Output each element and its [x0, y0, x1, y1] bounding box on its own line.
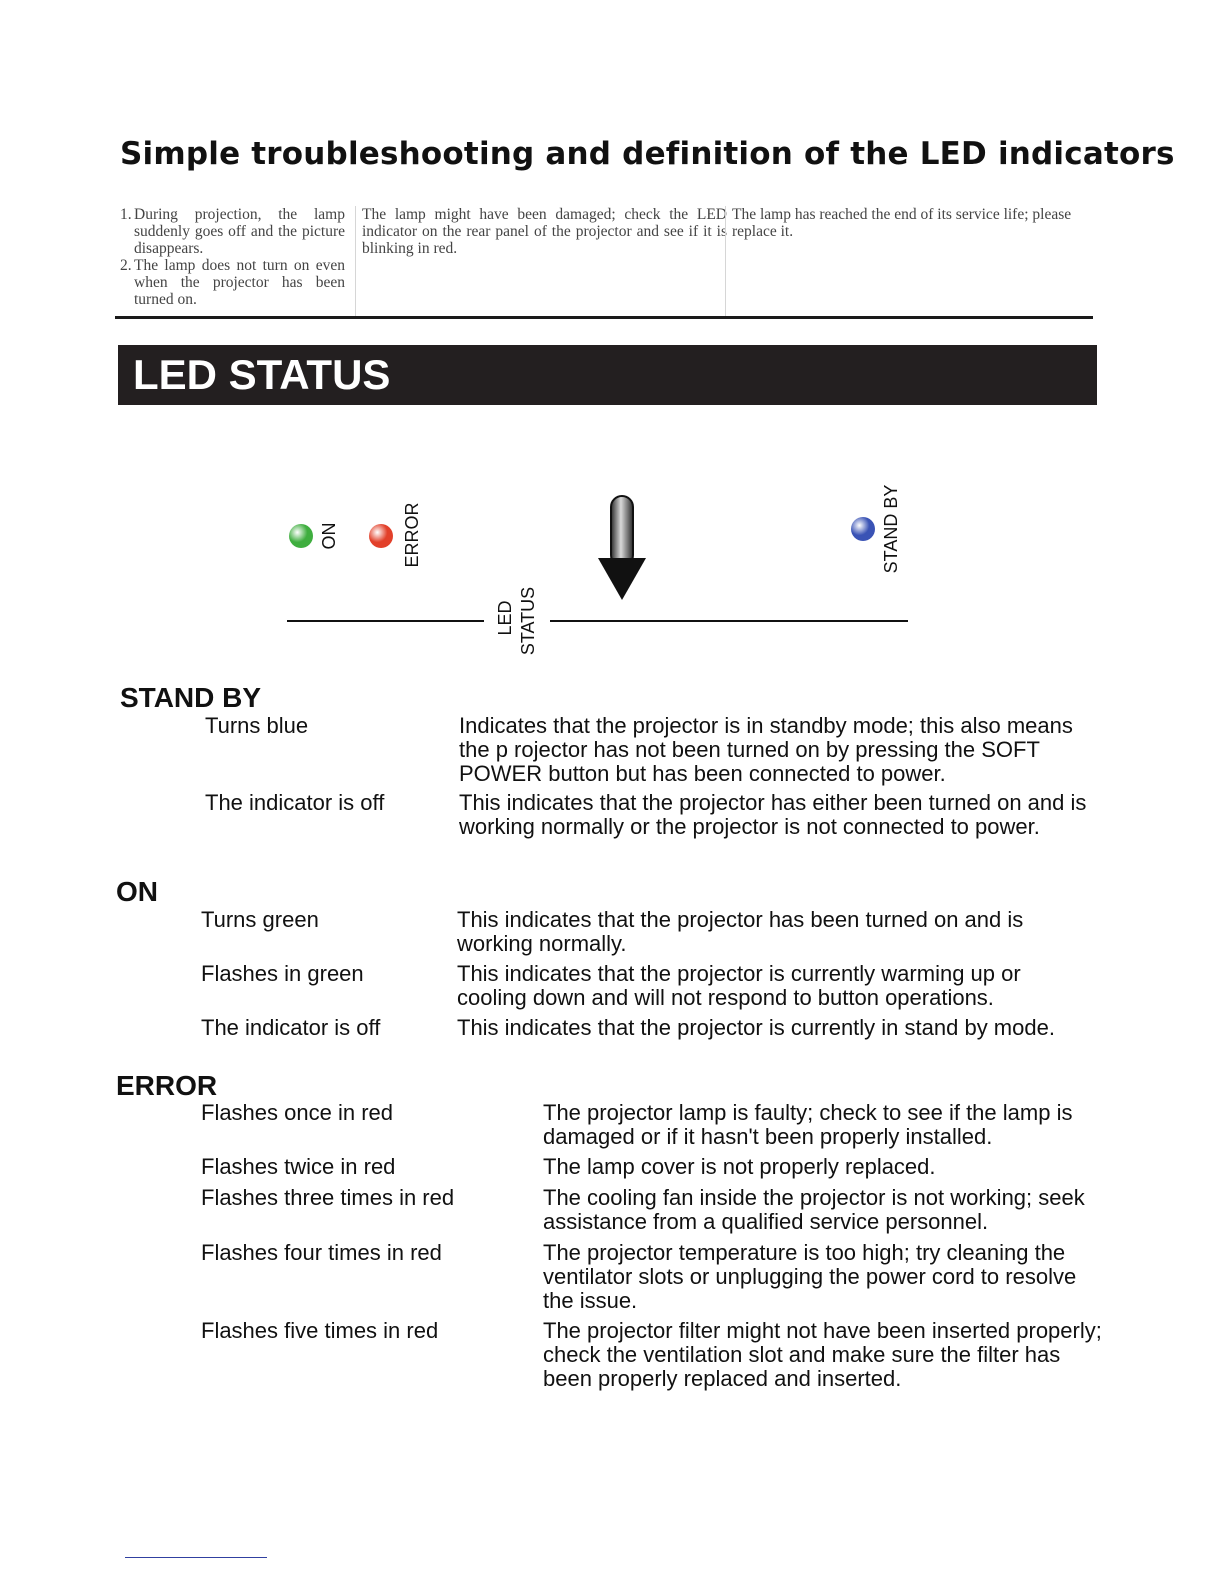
state-label: The indicator is off [201, 1015, 381, 1040]
on-led-icon [289, 524, 313, 548]
state-description: Indicates that the projector is in standby mode; this also means the p rojector has not been turned on by pressing the SOFT POWER button but has been connected to power. [459, 713, 1073, 786]
state-description: The cooling fan inside the projector is not working; seek assistance from a qualified service personnel. [543, 1185, 1085, 1234]
state-description: This indicates that the projector is currently warming up or cooling down and will not respond to button operations. [457, 961, 1021, 1010]
down-arrow-icon [592, 494, 652, 604]
cause-column [355, 206, 727, 316]
problem-text: The lamp does not turn on even when the projector has been turned on. [134, 257, 345, 308]
error-label: ERROR [402, 502, 422, 568]
on-heading: ON [116, 876, 158, 907]
problem-item [120, 206, 345, 257]
state-label: Turns green [201, 907, 319, 932]
led-label: LED [495, 600, 515, 636]
led-status-banner: LED STATUS [118, 345, 1097, 405]
solution-column [725, 206, 1092, 316]
solution-text: The lamp has reached the end of its service life; please replace it. [732, 206, 1072, 240]
problem-number: 1. [120, 206, 132, 223]
state-description: This indicates that the projector has either been turned on and is working normally or the projector is not connected to power. [459, 790, 1087, 839]
standby-label: STAND BY [881, 484, 901, 574]
state-description: The projector lamp is faulty; check to see if the lamp is damaged or if it hasn't been properly installed. [543, 1100, 1073, 1149]
divider-line [550, 620, 908, 622]
state-label: Flashes three times in red [201, 1185, 455, 1210]
standby-led-icon [851, 517, 875, 541]
error-heading: ERROR [116, 1070, 218, 1101]
state-label: The indicator is off [205, 790, 385, 815]
footer-divider [125, 1557, 267, 1558]
state-description: The lamp cover is not properly replaced. [543, 1154, 936, 1179]
problem-item [120, 257, 345, 308]
divider-line [287, 620, 484, 622]
state-description: This indicates that the projector has been turned on and is working normally. [457, 907, 1024, 956]
state-label: Turns blue [205, 713, 309, 738]
problems-column [120, 206, 345, 316]
problem-number: 2. [120, 257, 132, 274]
state-label: Flashes once in red [201, 1100, 393, 1125]
page-title: Simple troubleshooting and definition of the LED indicators [120, 136, 1175, 172]
status-label: STATUS [518, 586, 538, 656]
state-label: Flashes five times in red [201, 1318, 439, 1343]
state-label: Flashes four times in red [201, 1240, 442, 1265]
standby-heading: STAND BY [120, 682, 262, 713]
state-description: The projector temperature is too high; try cleaning the ventilator slots or unplugging the power cord to resolve the issue. [543, 1240, 1077, 1313]
on-label: ON [319, 522, 339, 550]
state-description: This indicates that the projector is currently in stand by mode. [457, 1015, 1055, 1040]
state-label: Flashes twice in red [201, 1154, 396, 1179]
cause-text: The lamp might have been damaged; check the LED indicator on the rear panel of the projector and see if it is blinking in red. [362, 206, 727, 257]
error-led-icon [369, 524, 393, 548]
state-description: The projector filter might not have been inserted properly; check the ventilation slot and make sure the filter has been properly replaced and inserted. [543, 1318, 1102, 1391]
state-label: Flashes in green [201, 961, 364, 986]
problem-text: During projection, the lamp suddenly goes off and the picture disappears. [134, 206, 345, 257]
troubleshooting-table [115, 206, 1093, 319]
